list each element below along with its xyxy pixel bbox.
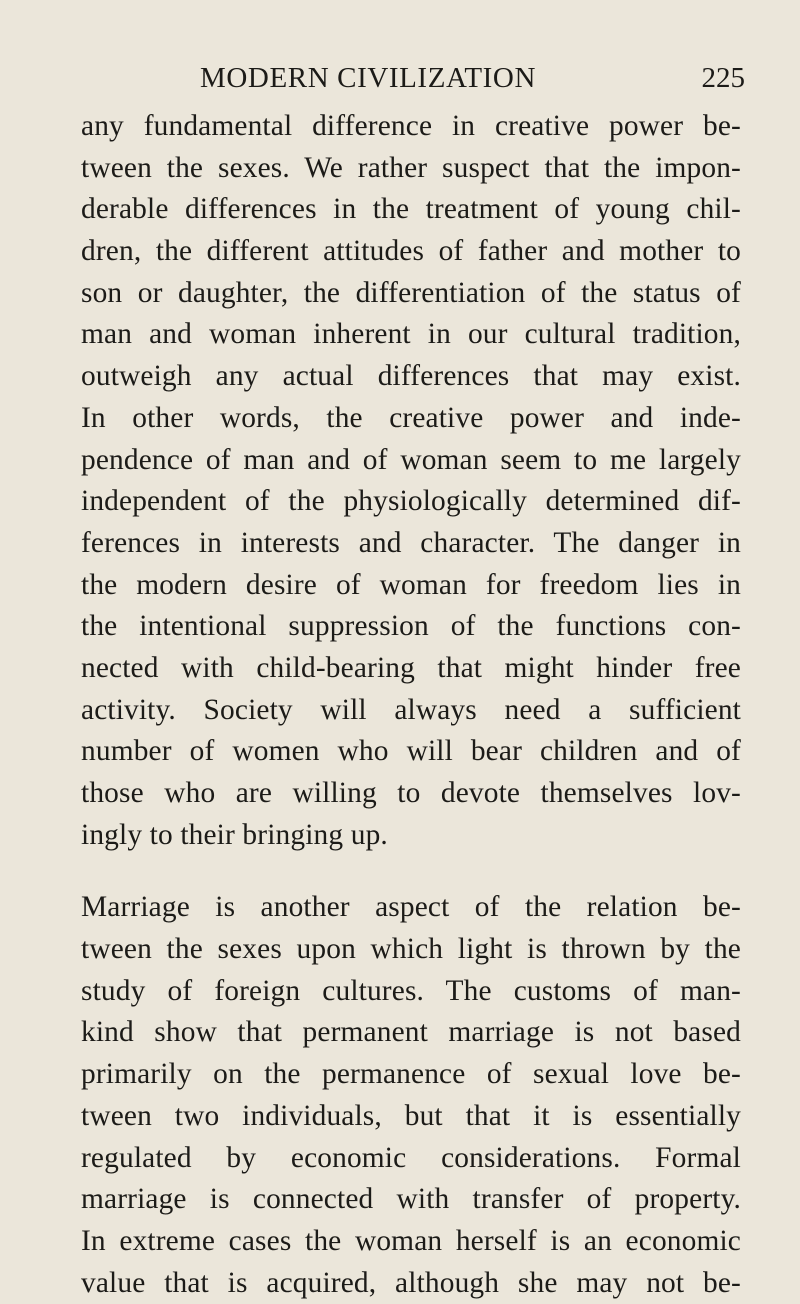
body-text xyxy=(81,106,741,1304)
text-line: dren, the different attitudes of father and mother to xyxy=(81,235,741,268)
text-line: tween two individuals, but that it is essentially xyxy=(81,1099,741,1132)
page-number: 225 xyxy=(701,62,745,94)
paragraph-2 xyxy=(81,887,741,1304)
text-line: tween the sexes. We rather suspect that the impon- xyxy=(81,151,741,184)
text-line: those who are willing to devote themselves lov- xyxy=(81,777,741,809)
text-line: independent of the physiologically determined dif- xyxy=(81,485,741,518)
text-line: kind show that permanent marriage is not based xyxy=(81,1016,741,1049)
text-line: regulated by economic considerations. Formal xyxy=(81,1141,741,1174)
text-line: ferences in interests and character. The danger in xyxy=(81,526,741,559)
text-line: son or daughter, the differentiation of the status of xyxy=(81,276,741,309)
text-line: nected with child-bearing that might hinder free xyxy=(81,651,741,684)
text-line: the modern desire of woman for freedom lies in xyxy=(81,568,741,601)
paragraph-1 xyxy=(81,106,741,856)
text-line: ingly to their bringing up. xyxy=(81,818,388,851)
text-line: primarily on the permanence of sexual love be- xyxy=(81,1058,741,1091)
running-head xyxy=(200,58,745,98)
text-line: any fundamental difference in creative power be- xyxy=(81,110,741,142)
text-line: derable differences in the treatment of young chil- xyxy=(81,193,741,226)
text-line: In other words, the creative power and inde- xyxy=(81,401,741,434)
text-line: Marriage is another aspect of the relation be- xyxy=(81,891,741,924)
text-line: In extreme cases the woman herself is an economic xyxy=(81,1224,741,1257)
text-line: tween the sexes upon which light is thrown by the xyxy=(81,933,741,966)
text-line: value that is acquired, although she may not be- xyxy=(81,1266,741,1299)
text-line: study of foreign cultures. The customs of man- xyxy=(81,974,741,1007)
paragraph-gap xyxy=(81,856,741,887)
text-line: outweigh any actual differences that may exist. xyxy=(81,360,741,393)
text-line: pendence of man and of woman seem to me largely xyxy=(81,443,741,476)
text-line: number of women who will bear children and of xyxy=(81,735,741,768)
text-line: activity. Society will always need a sufficient xyxy=(81,693,741,726)
running-title: MODERN CIVILIZATION xyxy=(200,62,536,94)
text-line: man and woman inherent in our cultural tradition, xyxy=(81,318,741,351)
text-line: the intentional suppression of the functions con- xyxy=(81,610,741,643)
text-line: marriage is connected with transfer of property. xyxy=(81,1183,741,1216)
